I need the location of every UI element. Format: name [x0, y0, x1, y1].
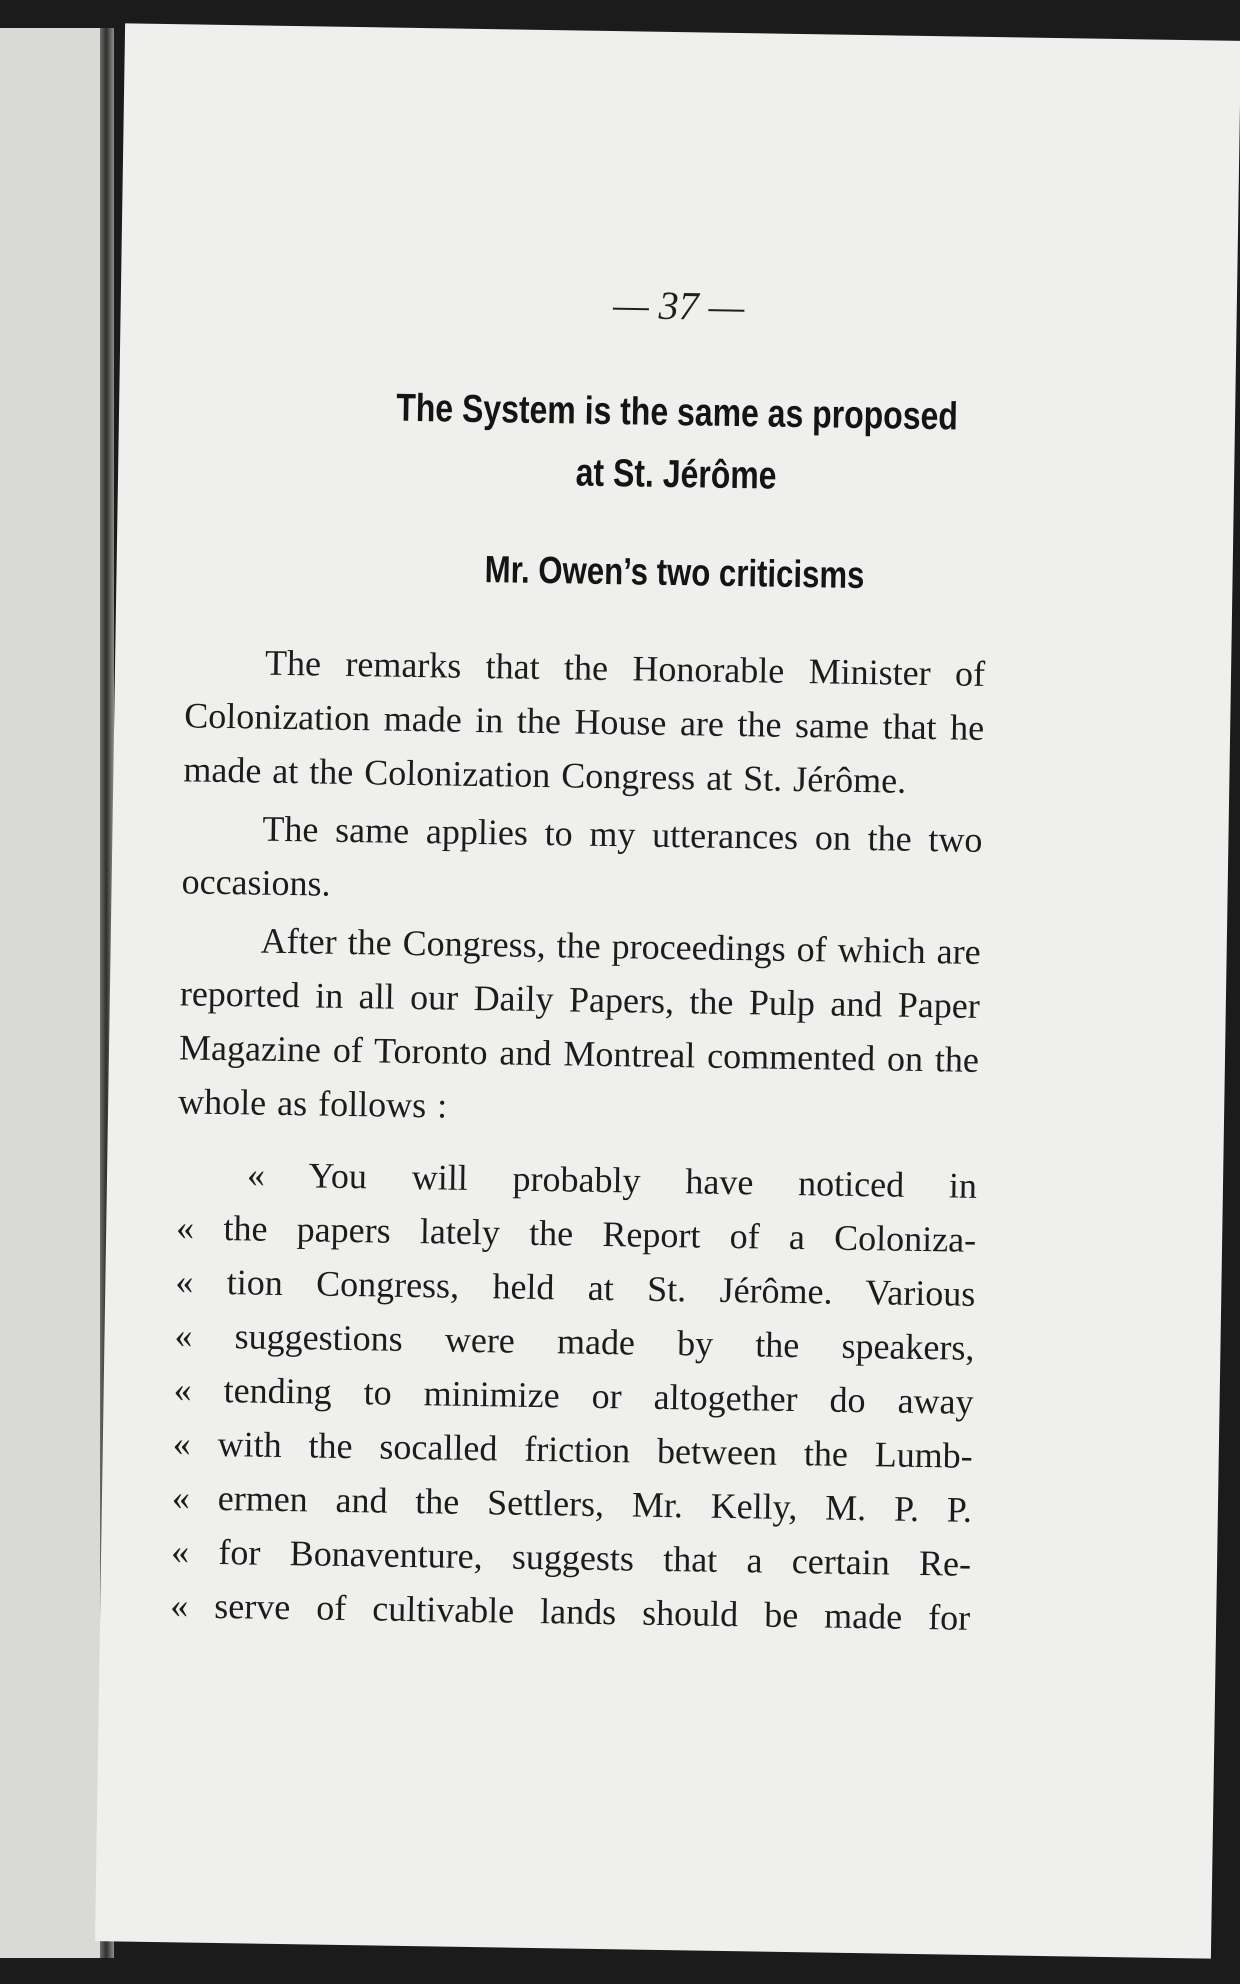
paragraph: After the Congress, the proceedings of which are reported in all our Daily Papers, the Pulp and Paper Magazine of Toronto and Montreal commented on the whole as follows :: [177, 920, 981, 1126]
paragraph: The remarks that the Honorable Minister of Colonization made in the House are the same that he made at the Colonization Congress at St. Jérôme.: [183, 642, 986, 801]
paragraph: The same applies to my utterances on the two occasions.: [181, 808, 983, 904]
quote-line: « the papers lately the Report of a Coloniza-: [176, 1200, 977, 1267]
quote-line: « tending to minimize or altogether do away: [173, 1362, 974, 1429]
quote-line: « tion Congress, held at St. Jérôme. Various: [175, 1254, 976, 1321]
section-title-line-2: at St. Jérôme: [575, 451, 777, 498]
quote-line: « suggestions were made by the speakers,: [174, 1308, 975, 1375]
quote-line: « ermen and the Settlers, Mr. Kelly, M. P. P.: [172, 1470, 973, 1537]
quotation-block: [170, 1146, 978, 1645]
page-body: [170, 634, 986, 1644]
quote-line: « You will probably have noticed in: [177, 1146, 978, 1213]
quote-line: « for Bonaventure, suggests that a certain Re-: [171, 1524, 972, 1591]
section-title: [218, 375, 1135, 513]
facing-page-edge: [0, 28, 104, 1958]
quote-line: « with the socalled friction between the Lumb-: [172, 1416, 973, 1483]
page-number: — 37 —: [612, 282, 745, 330]
section-subtitle: Mr. Owen’s two criticisms: [484, 549, 865, 598]
book-page: [95, 23, 1240, 1958]
quote-line: « serve of cultivable lands should be made for: [170, 1578, 971, 1645]
section-title-line-1: The System is the same as proposed: [395, 386, 959, 439]
